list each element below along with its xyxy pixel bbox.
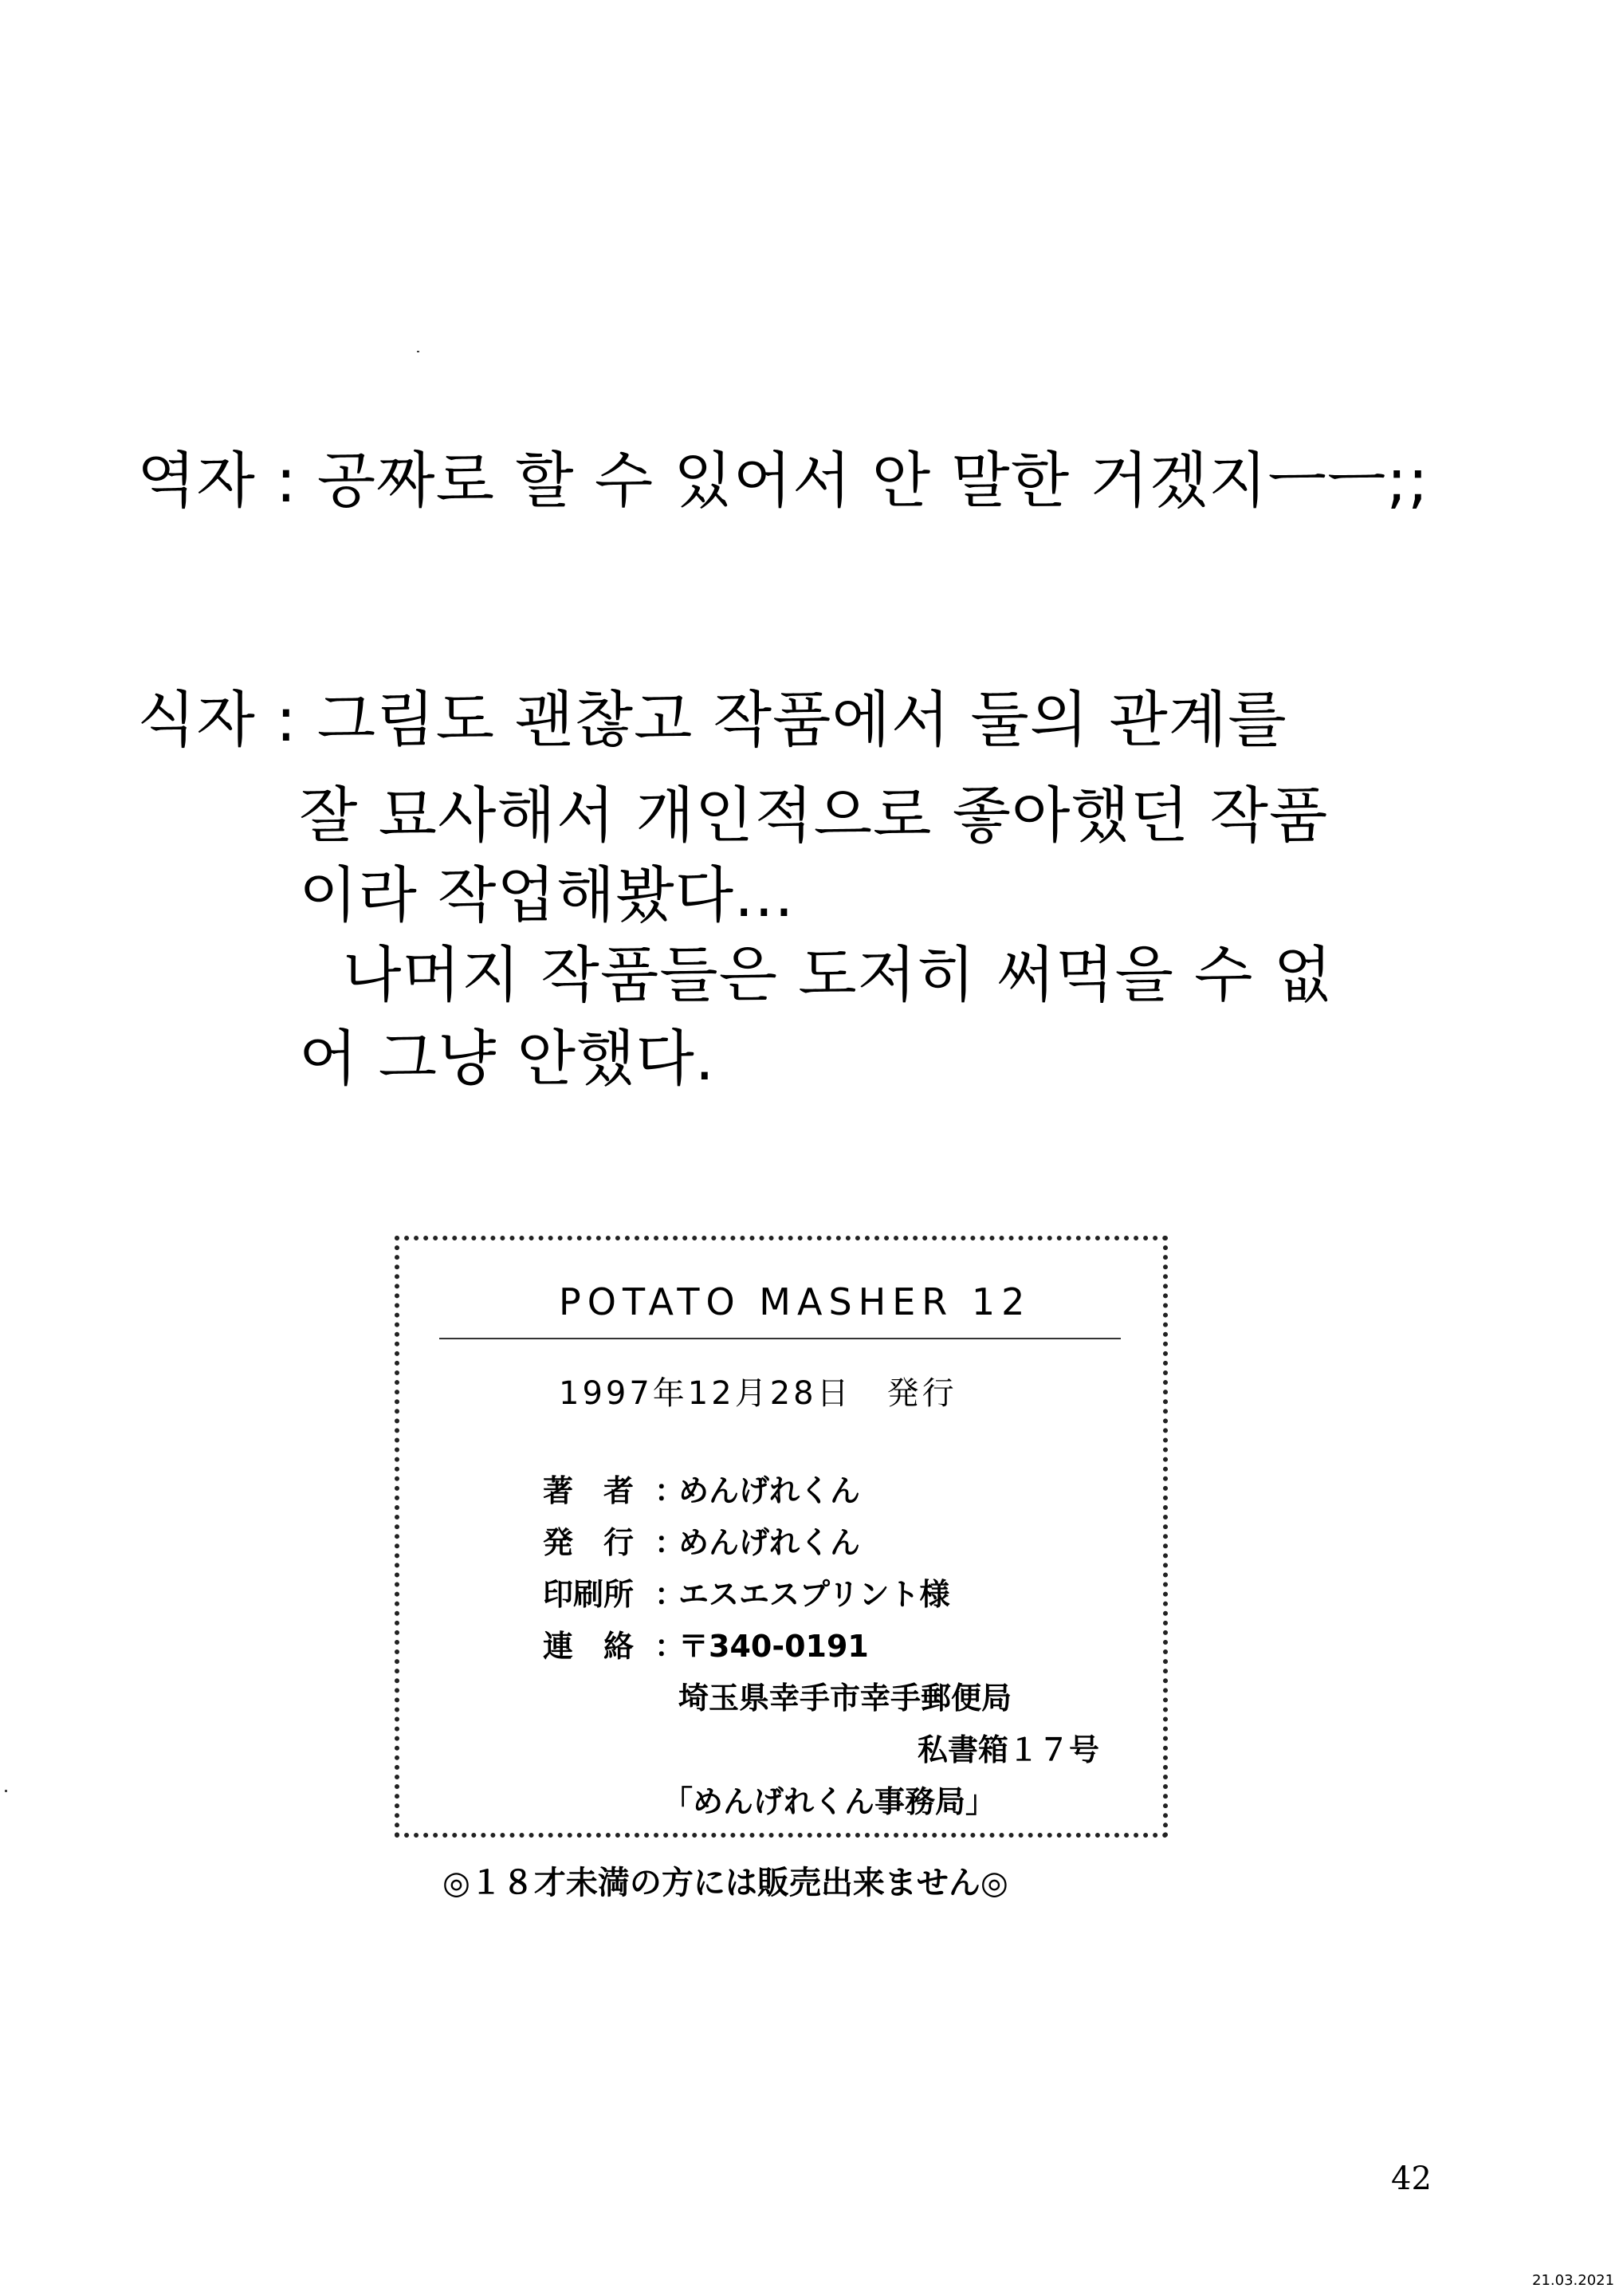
typesetter-note-line-1: 식자 : 그림도 괜찮고 작품에서 둘의 관계를 xyxy=(137,684,1287,755)
colon: ： xyxy=(654,1629,686,1664)
colophon-row-printer xyxy=(543,1570,949,1614)
colon: ： xyxy=(654,1473,686,1508)
colophon-divider xyxy=(439,1338,1121,1339)
colophon-row-contact xyxy=(543,1622,869,1665)
contact-postcode: 〒340-0191 xyxy=(678,1629,869,1664)
colophon-title: POTATO MASHER 12 xyxy=(559,1280,1032,1323)
age-restriction-notice: ◎１８才未満の方には販売出来ません◎ xyxy=(442,1865,1008,1901)
contact-label: 連 絡 xyxy=(543,1629,635,1664)
typesetter-note-line-2: 잘 묘사해서 개인적으로 좋아했던 작품 xyxy=(299,780,1329,851)
typesetter-note-line-3: 이라 작업해봤다... xyxy=(299,859,795,930)
publication-date: 1997年12月28日 発行 xyxy=(559,1375,957,1412)
translator-note: 역자 : 공짜로 할 수 있어서 안 말한 거겠지ㅡㅡ;; xyxy=(137,445,1429,516)
scan-date-stamp: 21.03.2021 xyxy=(1532,2272,1615,2289)
publisher-value: めんげれくん xyxy=(678,1525,861,1560)
scan-speck xyxy=(5,1790,7,1792)
typesetter-note-line-4: 나머지 작품들은 도저히 써먹을 수 없 xyxy=(343,939,1334,1010)
typesetter-note-line-5: 어 그냥 안했다. xyxy=(299,1023,715,1094)
author-label: 著 者 xyxy=(543,1473,635,1508)
publisher-label: 発 行 xyxy=(543,1525,635,1560)
address-line-3: 「めんげれくん事務局」 xyxy=(662,1784,996,1819)
colophon-box xyxy=(395,1236,1168,1838)
printer-value: エスエスプリント様 xyxy=(678,1577,950,1612)
colon: ： xyxy=(654,1577,686,1612)
colon: ： xyxy=(654,1525,686,1560)
printer-label: 印刷所 xyxy=(543,1577,635,1612)
author-value: めんげれくん xyxy=(678,1473,861,1508)
address-line-1: 埼玉県幸手市幸手郵便局 xyxy=(678,1681,1012,1716)
colophon-row-publisher xyxy=(543,1518,860,1562)
scan-speck xyxy=(417,351,419,352)
colophon-row-author xyxy=(543,1466,860,1510)
address-line-2: 私書箱１７号 xyxy=(918,1732,1100,1767)
page-number: 42 xyxy=(1391,2160,1432,2197)
